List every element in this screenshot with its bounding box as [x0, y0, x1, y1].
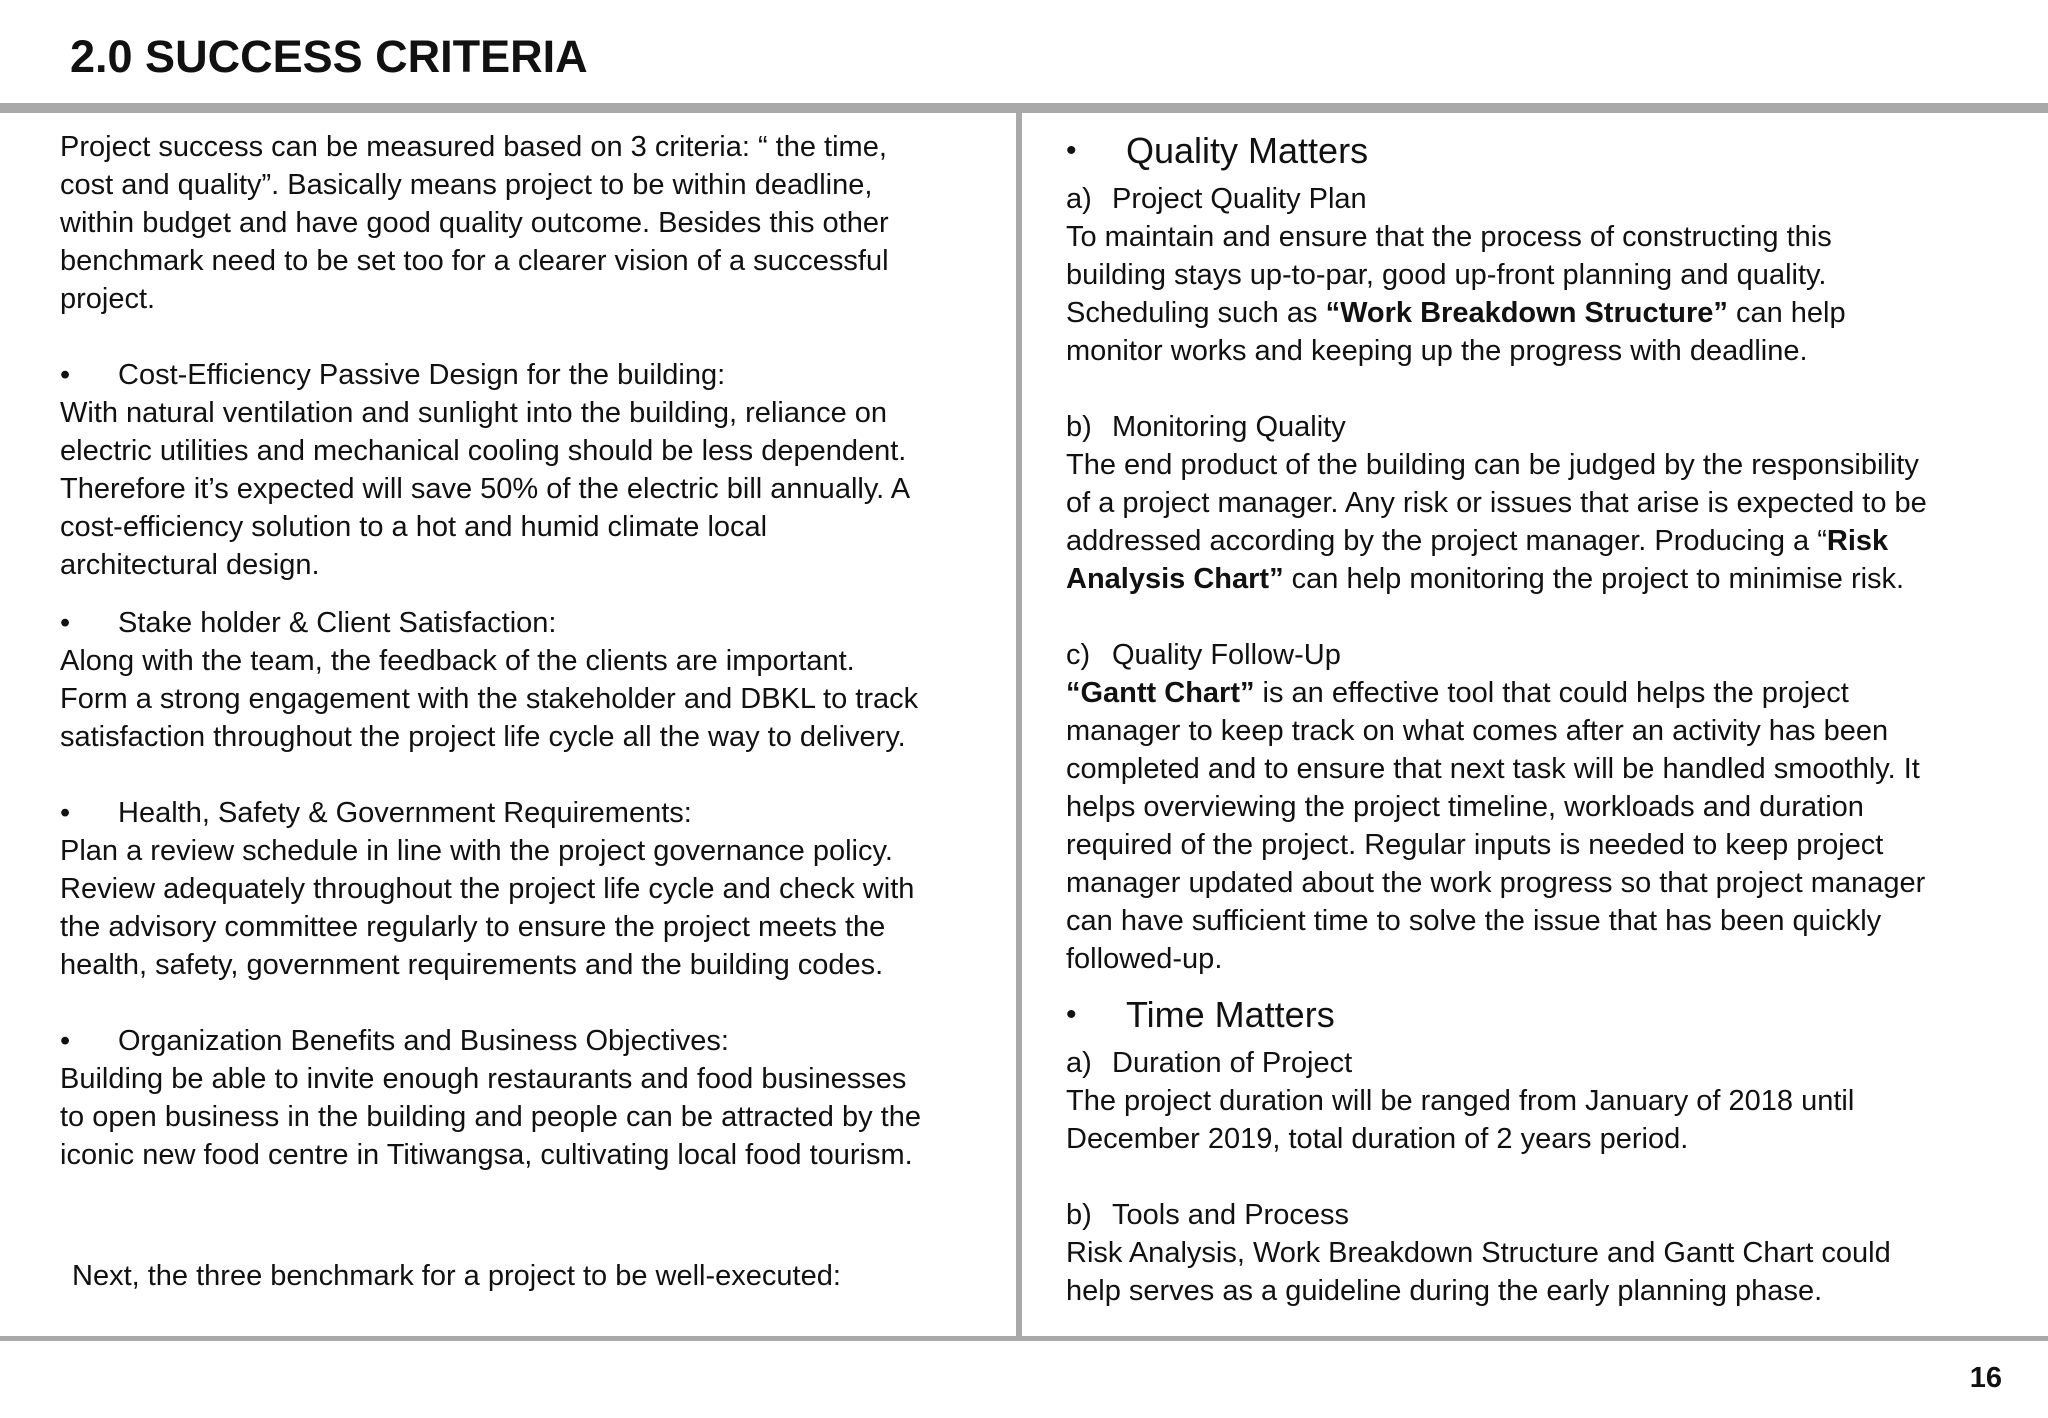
item-title: Duration of Project — [1112, 1047, 1353, 1079]
right-column — [1066, 128, 2016, 1310]
quality-follow-up — [1066, 636, 2016, 978]
criteria-line: iconic new food centre in Titiwangsa, cultivating local food tourism. — [60, 1139, 913, 1171]
criteria-line: Review adequately throughout the project life cycle and check with — [60, 873, 915, 905]
column-divider — [1016, 113, 1022, 1336]
criteria-line: the advisory committee regularly to ensure the project meets the — [60, 911, 886, 943]
item-line: December 2019, total duration of 2 years period. — [1066, 1123, 1689, 1155]
item-letter: a) — [1066, 1047, 1092, 1079]
item-line: helps overviewing the project timeline, workloads and duration — [1066, 791, 1864, 823]
item-line: manager to keep track on what comes after an activity has been — [1066, 715, 1889, 747]
criteria-line: Therefore it’s expected will save 50% of the electric bill annually. A — [60, 473, 911, 505]
bullet-icon: • — [1066, 998, 1077, 1031]
time-matters-heading — [1066, 992, 2016, 1038]
intro-line: within budget and have good quality outcome. Besides this other — [60, 207, 889, 239]
item-letter: b) — [1066, 1199, 1092, 1231]
item-title: Monitoring Quality — [1112, 411, 1346, 443]
item-line: building stays up-to-par, good up-front planning and quality. — [1066, 259, 1827, 291]
item-title: Tools and Process — [1112, 1199, 1349, 1231]
item-line: “Gantt Chart” is an effective tool that could helps the project — [1066, 677, 1849, 709]
criteria-line: architectural design. — [60, 549, 320, 581]
intro-paragraph — [60, 128, 1000, 318]
criteria-line: electric utilities and mechanical cooling should be less dependent. — [60, 435, 907, 467]
bold-term: “Work Breakdown Structure” — [1325, 297, 1728, 329]
criteria-heading: Health, Safety & Government Requirements: — [118, 797, 692, 829]
bullet-icon: • — [60, 1025, 71, 1057]
bullet-icon: • — [60, 797, 71, 829]
bullet-icon: • — [60, 359, 71, 391]
page-title: 2.0 SUCCESS CRITERIA — [70, 31, 588, 82]
item-line: help serves as a guideline during the early planning phase. — [1066, 1275, 1823, 1307]
criteria-line: Along with the team, the feedback of the clients are important. — [60, 645, 855, 677]
quality-matters-heading — [1066, 128, 2016, 174]
left-column — [60, 128, 1000, 1174]
page-number: 16 — [1969, 1362, 2002, 1394]
item-line: To maintain and ensure that the process of constructing this — [1066, 221, 1832, 253]
item-line: can have sufficient time to solve the issue that has been quickly — [1066, 905, 1882, 937]
criteria-line: to open business in the building and people can be attracted by the — [60, 1101, 921, 1133]
closing-sentence: Next, the three benchmark for a project to be well-executed: — [72, 1260, 841, 1292]
item-line: of a project manager. Any risk or issues that arise is expected to be — [1066, 487, 1927, 519]
item-title: Quality Follow-Up — [1112, 639, 1341, 671]
section-heading: Time Matters — [1126, 994, 1335, 1035]
criteria-heading: Cost-Efficiency Passive Design for the building: — [118, 359, 726, 391]
bullet-icon: • — [60, 607, 71, 639]
bold-term: “Gantt Chart” — [1066, 677, 1255, 709]
item-title: Project Quality Plan — [1112, 183, 1367, 215]
item-line: completed and to ensure that next task will be handled smoothly. It — [1066, 753, 1920, 785]
criteria-line: Plan a review schedule in line with the project governance policy. — [60, 835, 893, 867]
intro-line: cost and quality”. Basically means project to be within deadline, — [60, 169, 873, 201]
item-letter: c) — [1066, 639, 1091, 671]
criteria-stakeholder-satisfaction — [60, 604, 1000, 756]
bold-term: Analysis Chart” — [1066, 563, 1284, 595]
footer-divider — [0, 1336, 2048, 1341]
criteria-health-safety — [60, 794, 1000, 984]
item-line: manager updated about the work progress so that project manager — [1066, 867, 1926, 899]
item-line: followed-up. — [1066, 943, 1223, 975]
item-line: required of the project. Regular inputs is needed to keep project — [1066, 829, 1884, 861]
monitoring-quality — [1066, 408, 2016, 598]
item-line: Analysis Chart” can help monitoring the project to minimise risk. — [1066, 563, 1905, 595]
bullet-icon: • — [1066, 134, 1077, 167]
tools-and-process — [1066, 1196, 2016, 1310]
criteria-organization-benefits — [60, 1022, 1000, 1174]
criteria-heading: Stake holder & Client Satisfaction: — [118, 607, 557, 639]
item-letter: b) — [1066, 411, 1092, 443]
project-quality-plan — [1066, 180, 2016, 370]
bold-term: Risk — [1826, 525, 1889, 557]
criteria-cost-efficiency — [60, 356, 1000, 584]
criteria-line: satisfaction throughout the project life cycle all the way to delivery. — [60, 721, 906, 753]
item-line: Risk Analysis, Work Breakdown Structure and Gantt Chart could — [1066, 1237, 1891, 1269]
intro-line: project. — [60, 283, 156, 315]
intro-line: benchmark need to be set too for a clearer vision of a successful — [60, 245, 889, 277]
intro-line: Project success can be measured based on 3 criteria: “ the time, — [60, 131, 887, 163]
item-line: addressed according by the project manager. Producing a “Risk — [1066, 525, 1889, 557]
item-line: Scheduling such as “Work Breakdown Structure” can help — [1066, 297, 1846, 329]
item-line: The project duration will be ranged from January of 2018 until — [1066, 1085, 1855, 1117]
criteria-heading: Organization Benefits and Business Objectives: — [118, 1025, 729, 1057]
criteria-line: health, safety, government requirements and the building codes. — [60, 949, 884, 981]
criteria-line: Building be able to invite enough restaurants and food businesses — [60, 1063, 907, 1095]
criteria-line: Form a strong engagement with the stakeholder and DBKL to track — [60, 683, 919, 715]
criteria-line: cost-efficiency solution to a hot and humid climate local — [60, 511, 768, 543]
criteria-line: With natural ventilation and sunlight into the building, reliance on — [60, 397, 888, 429]
header-divider — [0, 103, 2048, 113]
section-heading: Quality Matters — [1126, 130, 1369, 171]
duration-of-project — [1066, 1044, 2016, 1158]
item-letter: a) — [1066, 183, 1092, 215]
item-line: The end product of the building can be judged by the responsibility — [1066, 449, 1919, 481]
item-line: monitor works and keeping up the progress with deadline. — [1066, 335, 1808, 367]
